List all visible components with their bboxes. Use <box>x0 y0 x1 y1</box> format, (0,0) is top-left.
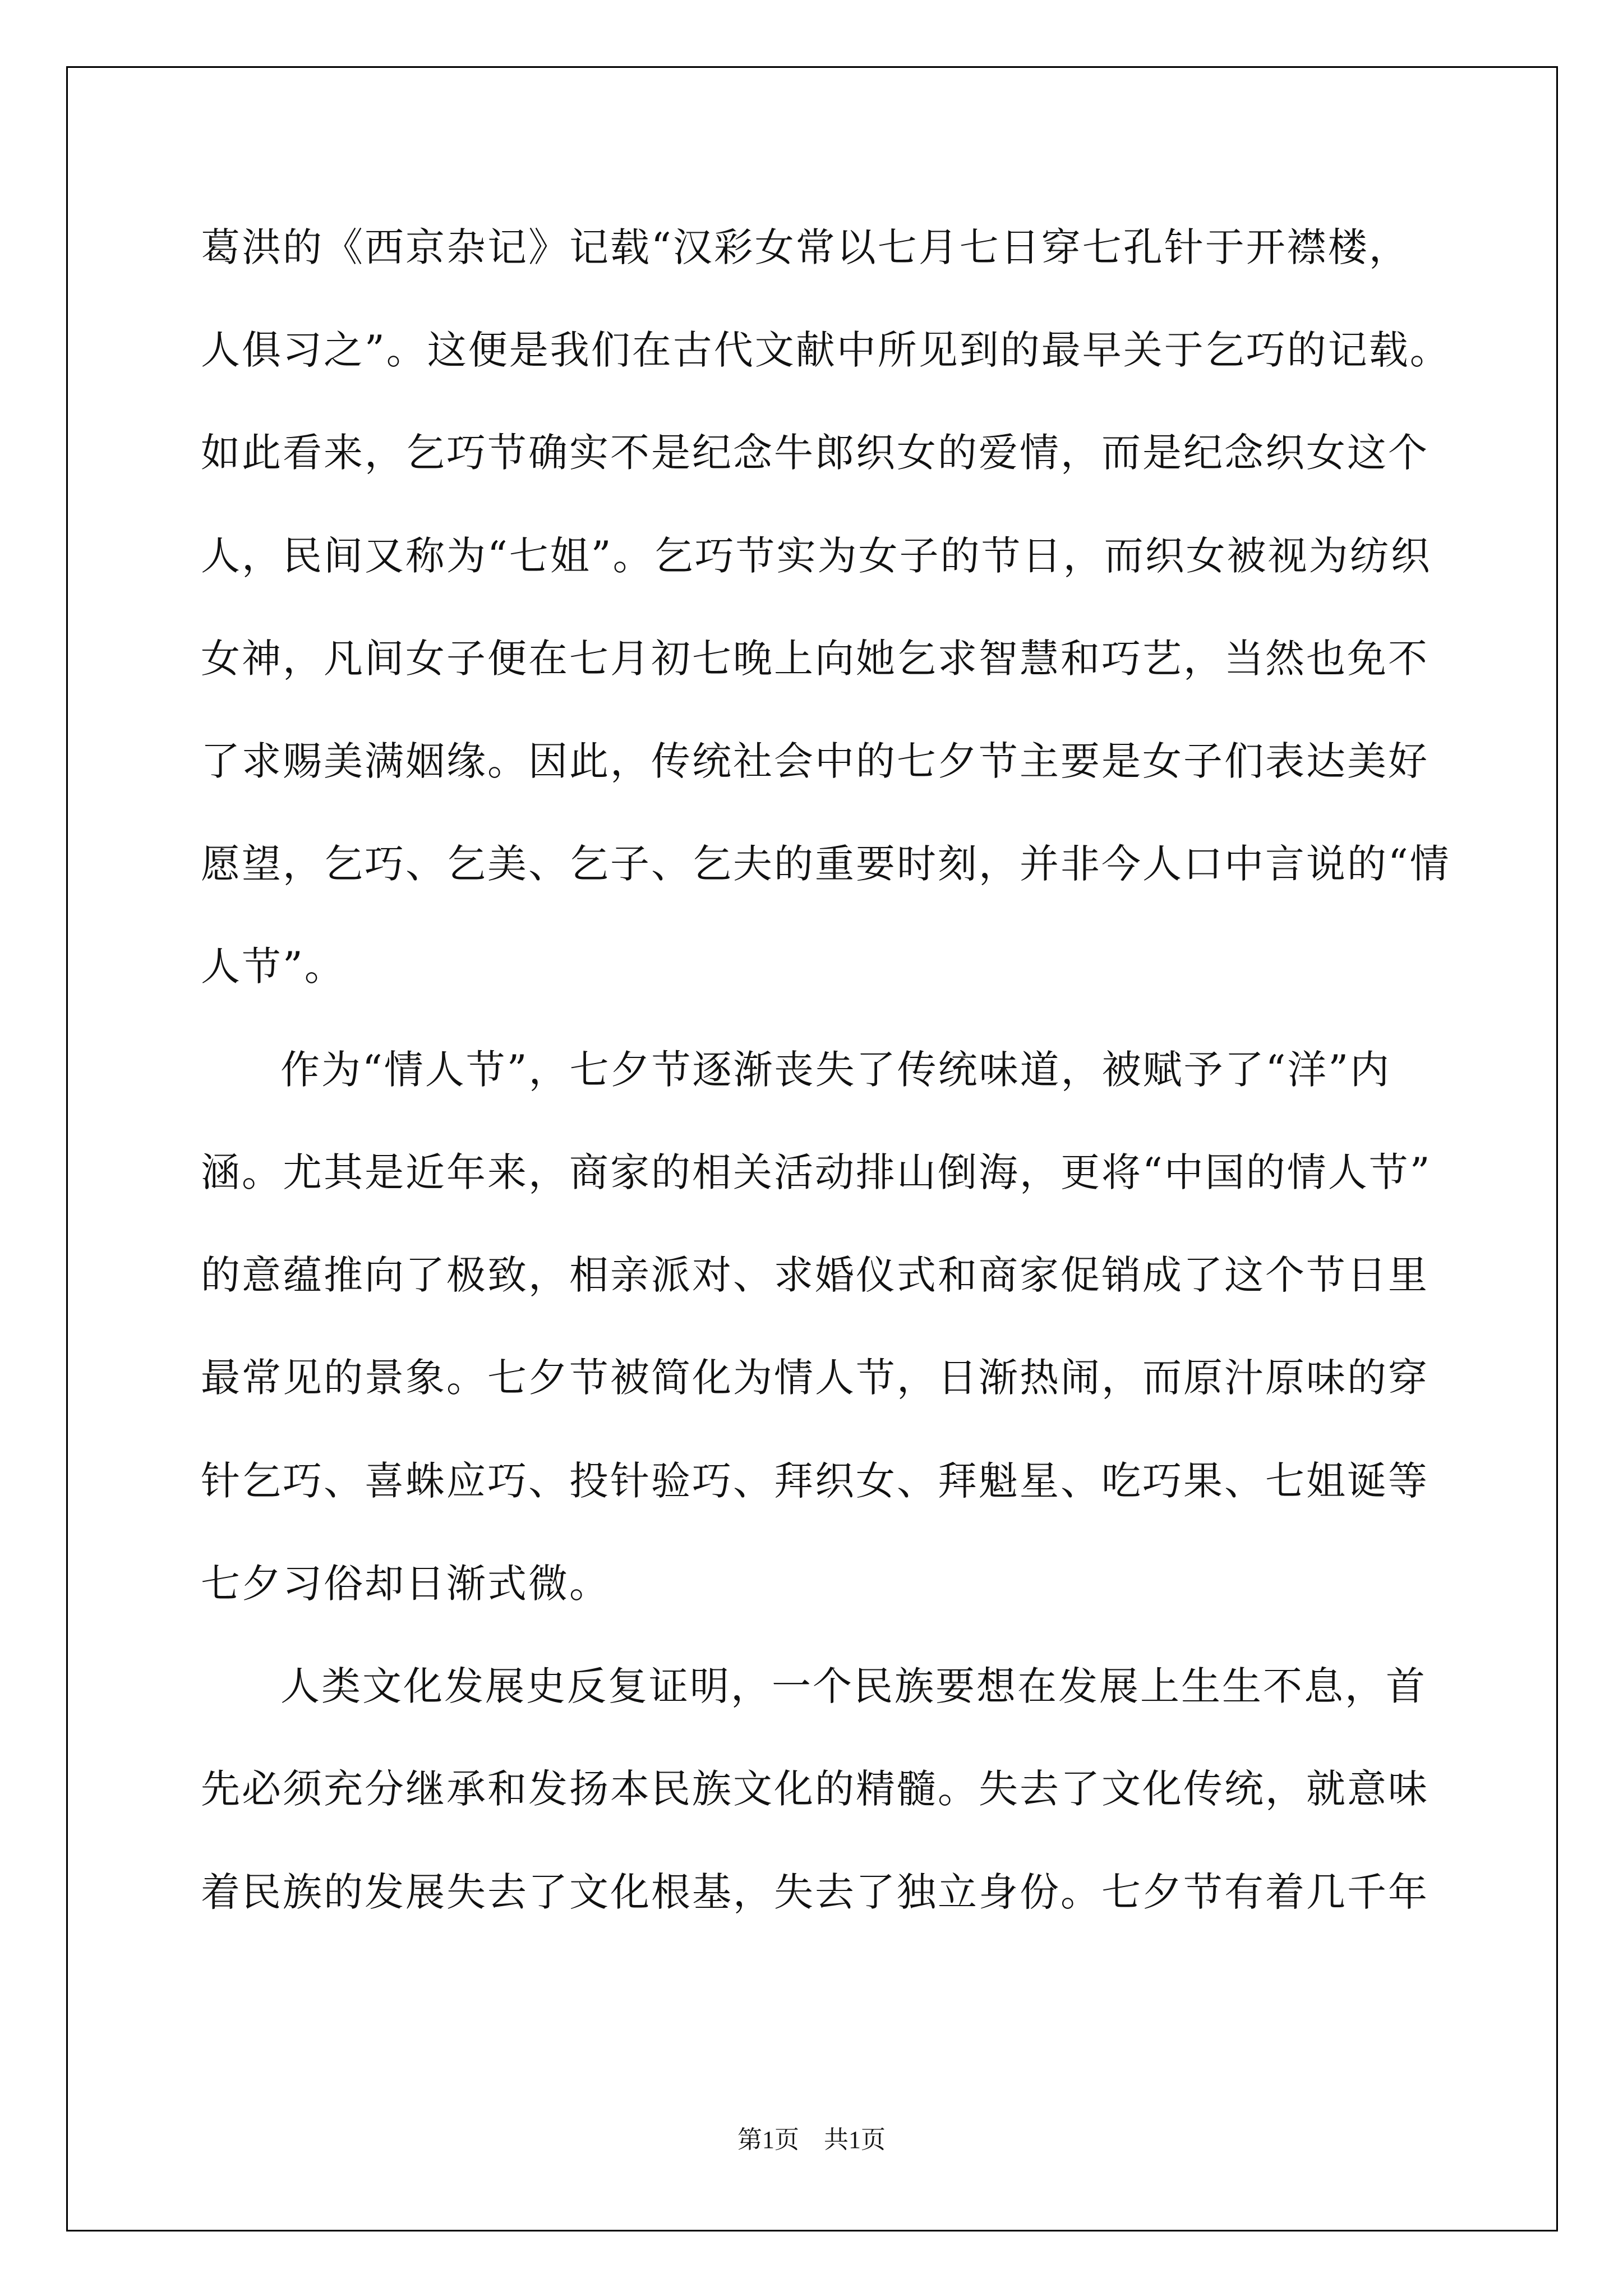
text-line: 着民族的发展失去了文化根基，失去了独立身份。七夕节有着几千年 <box>201 1869 1429 1915</box>
text-line: 针乞巧、喜蛛应巧、投针验巧、拜织女、拜魁星、吃巧果、七姐诞等 <box>201 1458 1429 1504</box>
text-line: 女神，凡间女子便在七月初七晚上向她乞求智慧和巧艺，当然也免不 <box>201 636 1429 682</box>
text-line: 人，民间又称为“七姐”。乞巧节实为女子的节日，而织女被视为纺织 <box>201 533 1432 579</box>
text-line: 最常见的景象。七夕节被简化为情人节，日渐热闹，而原汁原味的穿 <box>201 1355 1429 1401</box>
paragraph-first-line: 作为“情人节”，七夕节逐渐丧失了传统味道，被赋予了“洋”内 <box>280 1047 1391 1093</box>
text-line: 了求赐美满姻缘。因此，传统社会中的七夕节主要是女子们表达美好 <box>201 738 1429 784</box>
page-footer: 第1页 共1页 <box>737 2126 886 2154</box>
paragraph-first-line: 人类文化发展史反复证明，一个民族要想在发展上生生不息，首 <box>280 1663 1427 1709</box>
text-line: 如此看来，乞巧节确实不是纪念牛郎织女的爱情，而是纪念织女这个 <box>201 430 1429 476</box>
text-line: 涵。尤其是近年来，商家的相关活动排山倒海，更将“中国的情人节” <box>201 1149 1432 1195</box>
text-line: 葛洪的《西京杂记》记载“汉彩女常以七月七日穿七孔针于开襟楼， <box>201 224 1410 270</box>
text-line: 人俱习之”。这便是我们在古代文献中所见到的最早关于乞巧的记载。 <box>201 327 1451 373</box>
text-line: 愿望，乞巧、乞美、乞子、乞夫的重要时刻，并非今人口中言说的“情 <box>201 841 1451 887</box>
text-line: 先必须充分继承和发扬本民族文化的精髓。失去了文化传统，就意味 <box>201 1766 1429 1812</box>
text-line: 的意蕴推向了极致，相亲派对、求婚仪式和商家促销成了这个节日里 <box>201 1252 1429 1298</box>
text-line: 人节”。 <box>201 944 345 990</box>
text-line: 七夕习俗却日渐式微。 <box>201 1561 610 1607</box>
